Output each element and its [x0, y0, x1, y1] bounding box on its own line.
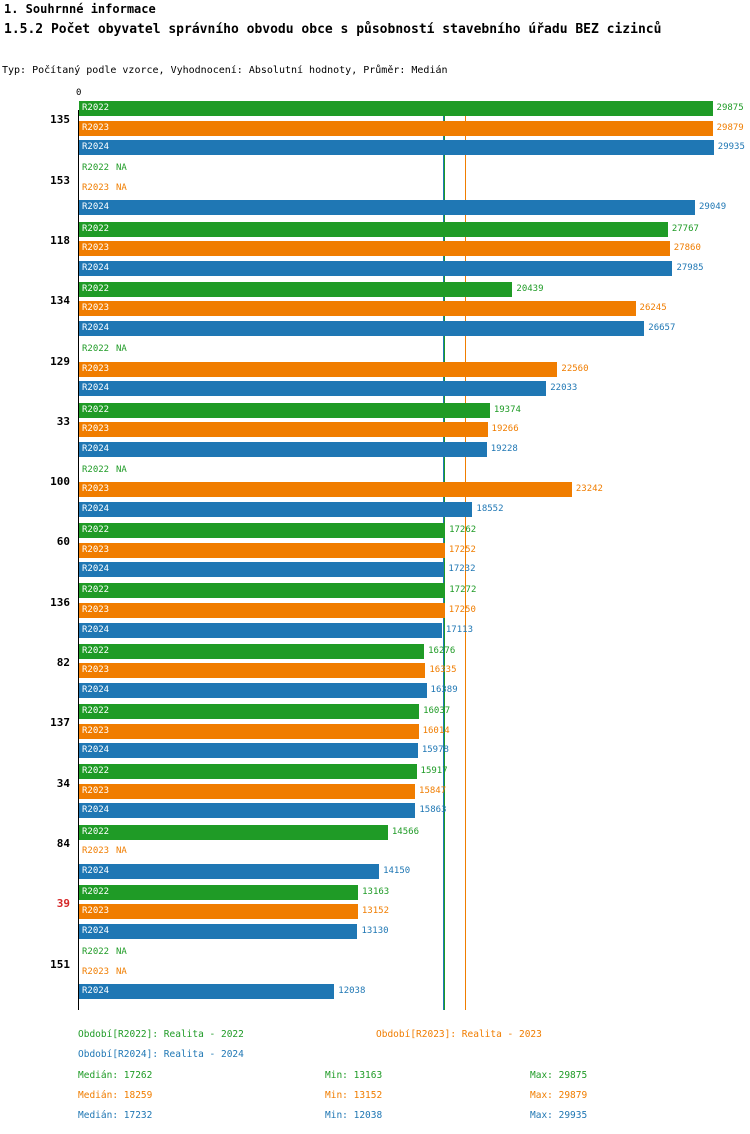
bar-value-label: 15978: [421, 745, 449, 756]
chart-bar-row[interactable]: [78, 260, 746, 277]
bar-value-label: 27860: [673, 243, 701, 254]
bar[interactable]: [79, 502, 472, 517]
chart-bar-row[interactable]: [78, 903, 746, 920]
chart-bar-row[interactable]: [78, 240, 746, 257]
chart-bar-row[interactable]: [78, 643, 746, 660]
chart-bar-row[interactable]: [78, 582, 746, 599]
bar-value-label: 12038: [338, 986, 366, 997]
category-label: 153: [50, 173, 70, 187]
min-value: Min: 13163: [325, 1070, 383, 1081]
legend-row: [78, 1029, 748, 1049]
chart-category-group: [50, 703, 746, 762]
bar-series-label: R2023: [82, 604, 110, 615]
bar-series-label: R2022: [82, 283, 110, 294]
chart-bar-row[interactable]: [78, 199, 746, 216]
chart-bar-row[interactable]: [78, 944, 746, 961]
category-label: 100: [50, 475, 70, 489]
bar-value-label: 13163: [362, 886, 390, 897]
chart-bar-row[interactable]: [78, 501, 746, 518]
bar-value-label: 15863: [419, 805, 447, 816]
bar[interactable]: [79, 442, 487, 457]
bar-series-label: R2022: [82, 585, 110, 596]
bar-series-label: R2022: [82, 404, 110, 415]
bar-series-label: R2023: [82, 665, 110, 676]
bar[interactable]: [79, 623, 442, 638]
bar-value-label: 16014: [422, 725, 450, 736]
bar-value-label: 19266: [491, 424, 519, 435]
chart-bar-row[interactable]: [78, 863, 746, 880]
min-value: Min: 13152: [325, 1090, 383, 1101]
bar[interactable]: [79, 140, 714, 155]
chart-bar-row[interactable]: [78, 320, 746, 337]
legend-item[interactable]: Období[R2023]: Realita - 2023: [376, 1029, 542, 1040]
axis-zero-label: 0: [76, 88, 82, 98]
chart-bar-row[interactable]: [78, 742, 746, 759]
chart-bar-row[interactable]: [78, 341, 746, 358]
bar-chart-plot-area: [50, 100, 746, 1010]
category-label: 60: [56, 535, 70, 549]
bar[interactable]: [79, 381, 546, 396]
category-label: 82: [56, 656, 70, 670]
bar-na-label: NA: [116, 966, 127, 977]
bar-series-label: R2023: [82, 303, 110, 314]
max-value: Max: 29875: [530, 1070, 588, 1081]
chart-bar-row[interactable]: [78, 180, 746, 197]
bar-value-label: 17232: [448, 564, 476, 575]
bar-series-label: R2022: [82, 103, 110, 113]
bar-value-label: 16276: [428, 645, 456, 656]
bar-series-label: R2024: [82, 926, 110, 937]
bar-series-label: R2023: [82, 846, 110, 857]
bar-series-label: R2023: [82, 424, 110, 435]
bar-series-label: R2022: [82, 706, 110, 716]
bar-value-label: 18552: [476, 503, 504, 514]
chart-bar-row[interactable]: [78, 402, 746, 419]
bar-value-label: 15847: [419, 785, 447, 796]
stats-row: [78, 1070, 748, 1090]
chart-bar-row[interactable]: [78, 983, 746, 1000]
chart-category-group: [56, 824, 746, 883]
bar[interactable]: [79, 523, 445, 538]
bar-series-label: R2024: [82, 323, 110, 334]
bar-na-label: NA: [116, 344, 127, 355]
bar[interactable]: [79, 562, 444, 577]
bar-na-label: NA: [116, 846, 127, 857]
bar-value-label: 26245: [639, 303, 667, 314]
chart-category-group: [50, 462, 746, 521]
chart-category-group: [56, 522, 746, 581]
bar-series-label: R2023: [82, 966, 110, 977]
bar-series-label: R2022: [82, 826, 110, 837]
legend-item[interactable]: Období[R2024]: Realita - 2024: [78, 1049, 244, 1060]
bar[interactable]: [79, 764, 417, 779]
legend-item[interactable]: Období[R2022]: Realita - 2022: [78, 1029, 244, 1040]
bar-series-label: R2023: [82, 906, 110, 917]
bar-series-label: R2024: [82, 202, 110, 213]
bar-na-label: NA: [116, 947, 127, 958]
bar-series-label: R2024: [82, 986, 110, 997]
chart-bar-row[interactable]: [78, 100, 746, 117]
bar-value-label: 16037: [423, 706, 451, 716]
bar-series-label: R2024: [82, 142, 110, 153]
bar-na-label: NA: [116, 464, 127, 475]
bar-series-label: R2024: [82, 865, 110, 876]
bar-value-label: 14150: [383, 865, 411, 876]
chart-bar-row[interactable]: [78, 481, 746, 498]
chart-category-group: [50, 341, 746, 400]
bar[interactable]: [79, 784, 415, 799]
bar[interactable]: [79, 704, 419, 719]
chart-bar-row[interactable]: [78, 843, 746, 860]
median-value: Medián: 17232: [78, 1110, 153, 1121]
bar[interactable]: [79, 241, 670, 256]
chart-bar-row[interactable]: [78, 361, 746, 378]
chart-bar-row[interactable]: [78, 884, 746, 901]
bar-value-label: 16335: [429, 665, 457, 676]
bar[interactable]: [79, 261, 672, 276]
chart-category-group: [50, 582, 746, 641]
bar-value-label: 22033: [550, 383, 578, 394]
chart-bar-row[interactable]: [78, 421, 746, 438]
bar-series-label: R2023: [82, 122, 110, 133]
bar-value-label: 13152: [361, 906, 389, 917]
bar-series-label: R2024: [82, 745, 110, 756]
category-label: 151: [50, 957, 70, 971]
chart-bar-row[interactable]: [78, 662, 746, 679]
stats-row: [78, 1090, 748, 1110]
chart-bar-row[interactable]: [78, 824, 746, 841]
category-label: 134: [50, 294, 70, 308]
bar-value-label: 17252: [448, 544, 476, 555]
chart-stats: [78, 1070, 748, 1130]
section-heading: 1. Souhrnné informace: [4, 2, 156, 16]
bar[interactable]: [79, 743, 418, 758]
chart-bar-row[interactable]: [78, 723, 746, 740]
bar[interactable]: [79, 904, 358, 919]
bar-series-label: R2022: [82, 344, 110, 355]
category-label: 33: [56, 414, 70, 428]
bar[interactable]: [79, 603, 445, 618]
chart-category-group: [50, 281, 746, 340]
bar-value-label: 13130: [361, 926, 389, 937]
bar-series-label: R2024: [82, 443, 110, 454]
bar-value-label: 22560: [561, 363, 589, 374]
chart-bar-row[interactable]: [78, 923, 746, 940]
chart-category-group: [56, 402, 746, 461]
chart-category-group: [50, 944, 746, 1003]
bar[interactable]: [79, 663, 425, 678]
bar-value-label: 23242: [575, 484, 603, 495]
bar-series-label: R2023: [82, 243, 110, 254]
chart-bar-row[interactable]: [78, 682, 746, 699]
bar-value-label: 17113: [445, 624, 473, 635]
chart-category-group: [50, 221, 746, 280]
chart-bar-row[interactable]: [78, 703, 746, 720]
max-value: Max: 29935: [530, 1110, 588, 1121]
chart-bar-row[interactable]: [78, 120, 746, 137]
legend-row: [78, 1049, 748, 1069]
chart-bar-row[interactable]: [78, 561, 746, 578]
chart-bar-row[interactable]: [78, 763, 746, 780]
bar-value-label: 27767: [671, 223, 699, 234]
chart-bar-row[interactable]: [78, 522, 746, 539]
chart-bar-row[interactable]: [78, 380, 746, 397]
bar-series-label: R2024: [82, 383, 110, 394]
chart-bar-row[interactable]: [78, 281, 746, 298]
chart-bar-row[interactable]: [78, 221, 746, 238]
chart-subtitle: Typ: Počítaný podle vzorce, Vyhodnocení: Absolutní hodnoty, Průměr: Medián: [2, 65, 448, 76]
bar-series-label: R2023: [82, 785, 110, 796]
bar-series-label: R2022: [82, 886, 110, 897]
median-value: Medián: 17262: [78, 1070, 153, 1081]
stats-row: [78, 1110, 748, 1130]
bar-value-label: 19228: [490, 443, 518, 454]
bar[interactable]: [79, 301, 636, 316]
bar-na-label: NA: [116, 163, 127, 174]
chart-legend: [78, 1029, 748, 1069]
bar-value-label: 17250: [448, 604, 476, 615]
chart-bar-row[interactable]: [78, 160, 746, 177]
chart-bar-row[interactable]: [78, 783, 746, 800]
chart-bar-row[interactable]: [78, 441, 746, 458]
bar-series-label: R2023: [82, 363, 110, 374]
bar[interactable]: [79, 321, 644, 336]
category-label: 137: [50, 716, 70, 730]
category-label: 39: [56, 897, 70, 911]
bar[interactable]: [79, 724, 419, 739]
bar-value-label: 29049: [699, 202, 727, 213]
bar-series-label: R2024: [82, 684, 110, 695]
chart-bar-row[interactable]: [78, 462, 746, 479]
bar[interactable]: [79, 825, 388, 840]
bar[interactable]: [79, 924, 357, 939]
chart-bar-row[interactable]: [78, 300, 746, 317]
bar[interactable]: [79, 403, 490, 418]
median-value: Medián: 18259: [78, 1090, 153, 1101]
bar-value-label: 16389: [430, 684, 458, 695]
max-value: Max: 29879: [530, 1090, 588, 1101]
bar-series-label: R2024: [82, 503, 110, 514]
bar-value-label: 29935: [717, 142, 745, 153]
category-label: 118: [50, 233, 70, 247]
bar[interactable]: [79, 803, 415, 818]
bar[interactable]: [79, 222, 668, 237]
bar[interactable]: [79, 200, 695, 215]
bar[interactable]: [79, 362, 557, 377]
bar[interactable]: [79, 101, 713, 116]
chart-bar-row[interactable]: [78, 602, 746, 619]
bar-series-label: R2022: [82, 525, 110, 536]
chart-bar-row[interactable]: [78, 964, 746, 981]
bar[interactable]: [79, 121, 713, 136]
bar-value-label: 19374: [493, 404, 521, 415]
bar-series-label: R2022: [82, 766, 110, 777]
bar-na-label: NA: [116, 182, 127, 193]
chart-category-group: [56, 763, 746, 822]
chart-bar-row[interactable]: [78, 622, 746, 639]
bar-value-label: 26657: [648, 323, 676, 334]
bar-series-label: R2022: [82, 464, 110, 475]
bar-series-label: R2023: [82, 182, 110, 193]
bar-series-label: R2022: [82, 947, 110, 958]
bar[interactable]: [79, 482, 572, 497]
bar-series-label: R2023: [82, 484, 110, 495]
bar-value-label: 27985: [676, 262, 704, 273]
bar-series-label: R2022: [82, 163, 110, 174]
chart-category-group: [56, 884, 746, 943]
bar-value-label: 17262: [449, 525, 477, 536]
chart-bar-row[interactable]: [78, 542, 746, 559]
category-label: 34: [56, 776, 70, 790]
chart-category-group: [50, 100, 746, 159]
bar[interactable]: [79, 984, 334, 999]
category-label: 129: [50, 354, 70, 368]
bar[interactable]: [79, 864, 379, 879]
bar-series-label: R2024: [82, 262, 110, 273]
bar-value-label: 14566: [391, 826, 419, 837]
page-title: 1.5.2 Počet obyvatel správního obvodu obce s působností stavebního úřadu BEZ cizinců: [4, 22, 662, 37]
bar-series-label: R2024: [82, 624, 110, 635]
bar-value-label: 20439: [516, 283, 544, 294]
chart-bar-row[interactable]: [78, 802, 746, 819]
min-value: Min: 12038: [325, 1110, 383, 1121]
bar[interactable]: [79, 683, 427, 698]
bar[interactable]: [79, 422, 488, 437]
chart-category-group: [56, 643, 746, 702]
chart-bar-row[interactable]: [78, 139, 746, 156]
bar-value-label: 15917: [420, 766, 448, 777]
bar-series-label: R2022: [82, 645, 110, 656]
bar[interactable]: [79, 282, 512, 297]
category-label: 135: [50, 113, 70, 127]
bar-series-label: R2023: [82, 725, 110, 736]
bar[interactable]: [79, 644, 424, 659]
bar-series-label: R2022: [82, 223, 110, 234]
bar[interactable]: [79, 885, 358, 900]
bar[interactable]: [79, 583, 445, 598]
bar-series-label: R2024: [82, 564, 110, 575]
bar-series-label: R2024: [82, 805, 110, 816]
bar-value-label: 29879: [716, 122, 744, 133]
bar-value-label: 17272: [449, 585, 477, 596]
category-label: 84: [56, 836, 70, 850]
bar-value-label: 29875: [716, 103, 744, 113]
category-label: 136: [50, 595, 70, 609]
bar-series-label: R2023: [82, 544, 110, 555]
chart-category-group: [50, 160, 746, 219]
bar[interactable]: [79, 543, 445, 558]
